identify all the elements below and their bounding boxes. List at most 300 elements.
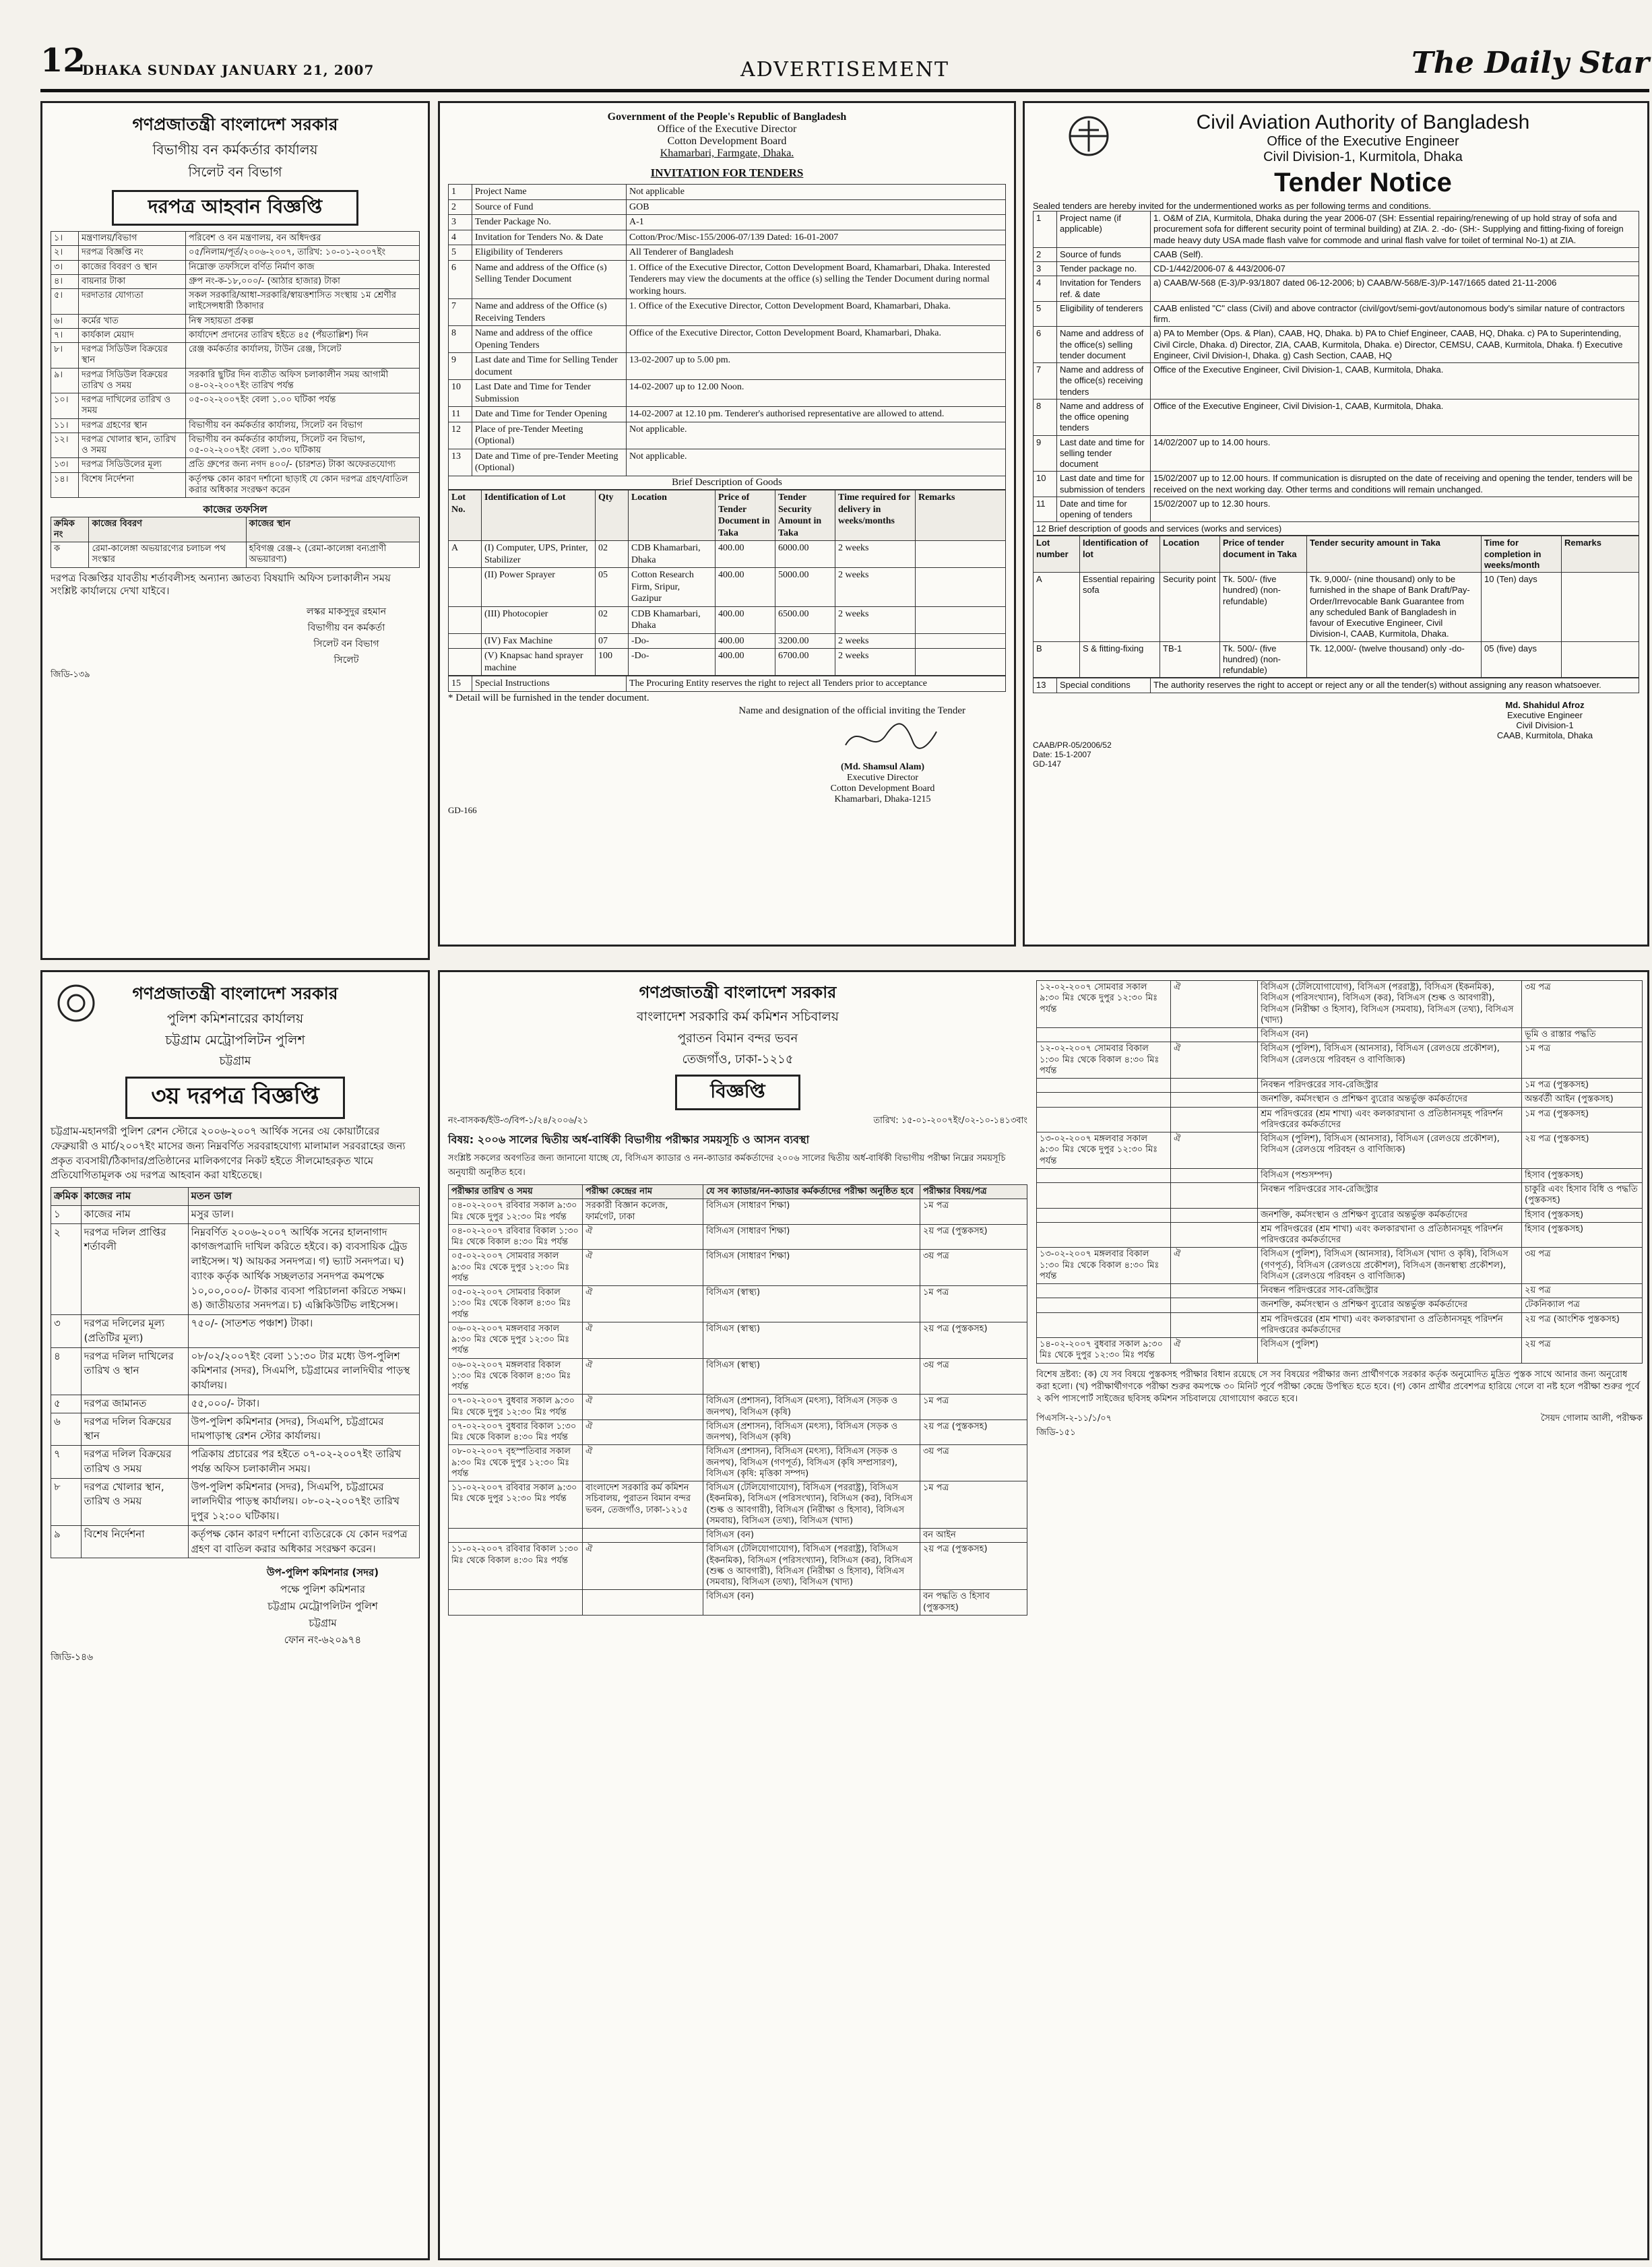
table-cell: a) CAAB/W-568 (E-3)/P-93/1807 dated 06-12-2006; b) CAAB/W-568/E-3)/P-147/1665 dated 21-11-2006: [1151, 276, 1639, 302]
table-row: [449, 1224, 1027, 1250]
table-header-row: [449, 490, 1006, 541]
table-header-row: [51, 1188, 420, 1206]
table-cell: [583, 1529, 703, 1543]
table-cell: নিবন্ধন পরিদপ্তরের সাব-রেজিস্ট্রার: [1258, 1284, 1522, 1298]
table-cell: [449, 606, 482, 633]
page-header: [40, 42, 1649, 92]
table-cell: ১৩-০২-২০০৭ মঙ্গলবার বিকাল ১:৩০ মিঃ থেকে বিকাল ৪:৩০ মিঃ পর্যন্ত: [1037, 1248, 1171, 1284]
signature-block: [1451, 700, 1639, 740]
table-cell: দরপত্র খোলার স্থান, তারিখ ও সময়: [81, 1478, 188, 1525]
signer-name: (Md. Shamsul Alam): [840, 761, 925, 772]
table-cell: ঐ: [583, 1445, 703, 1481]
table-cell: ০৫-০২-২০০৭ সোমবার বিকাল ১:৩০ মিঃ থেকে বিকাল ৪:৩০ মিঃ পর্যন্ত: [449, 1286, 583, 1322]
table-cell: 400.00: [716, 541, 775, 568]
table-row: [449, 185, 1006, 200]
table-cell: ২য় পত্র: [1522, 1338, 1643, 1364]
brief-heading: 12 Brief description of goods and services (works and services): [1033, 522, 1639, 536]
table-cell: [1171, 1028, 1258, 1042]
schedule-col-work: কাজের বিবরণ: [89, 517, 246, 542]
table-cell: ৩য় পত্র: [920, 1358, 1027, 1395]
column-header: Location: [629, 490, 716, 541]
table-cell: শ্রম পরিদপ্তরের (শ্রম শাখা) এবং কলকারখানা ও প্রতিষ্ঠানসমূহ পরিদর্শন পরিদপ্তরের কর্মকর্তাদের: [1258, 1107, 1522, 1132]
caab-logo-icon: [1065, 113, 1112, 160]
table-cell: 5: [449, 245, 472, 261]
table-cell: 12: [449, 422, 472, 449]
table-row: [51, 274, 420, 288]
table-cell: ৩।: [51, 260, 79, 274]
table-cell: 15/02/2007 up to 12.00 hours. If communication is disrupted on the date of receiving and opening the tender, tenders will be received on the next working day. Other terms and conditions will remain unchanged.: [1151, 472, 1639, 497]
signer-place: চট্টগ্রাম: [309, 1617, 337, 1630]
table-cell: 4: [449, 230, 472, 245]
table-cell: 1: [449, 185, 472, 200]
table-row: [449, 649, 1006, 676]
table-cell: বন আইন: [920, 1529, 1027, 1543]
table-cell: Essential repairing sofa: [1080, 573, 1160, 642]
ad-title: Civil Aviation Authority of Bangladesh: [1196, 111, 1530, 133]
table-cell: ৪: [51, 1347, 82, 1395]
subject-line: বিষয়: ২০০৬ সালের দ্বিতীয় অর্ধ-বার্ষিকী বিভাগীয় পরীক্ষার সময়সূচি ও আসন ব্যবস্থা: [448, 1133, 810, 1146]
table-cell: ১২।: [51, 433, 79, 458]
table-cell: Special conditions: [1057, 678, 1151, 693]
table-cell: বিশেষ নির্দেশনা: [79, 472, 186, 498]
office-name: বাংলাদেশ সরকারি কর্ম কমিশন সচিবালয়: [636, 1009, 839, 1024]
office-name: পুলিশ কমিশনারের কার্যালয়: [166, 1011, 304, 1026]
table-cell: GOB: [627, 199, 1006, 215]
table-row: [449, 449, 1006, 476]
table-cell: বিসিএস (সাধারণ শিক্ষা): [703, 1224, 920, 1250]
table-cell: 4: [1034, 276, 1057, 302]
table-cell: [1171, 1107, 1258, 1132]
table-cell: (IV) Fax Machine: [482, 633, 596, 649]
table-row: [1034, 641, 1639, 678]
table-cell: ০৬-০২-২০০৭ মঙ্গলবার বিকাল ১:৩০ মিঃ থেকে বিকাল ৪:৩০ মিঃ পর্যন্ত: [449, 1358, 583, 1395]
table-cell: CDB Khamarbari, Dhaka: [629, 541, 716, 568]
table-cell: 2: [1034, 247, 1057, 261]
table-cell: 5000.00: [775, 568, 835, 607]
column-header: Identification of Lot: [482, 490, 596, 541]
ref-block: [1033, 740, 1639, 769]
signer-title: বিভাগীয় বন কর্মকর্তা: [307, 622, 385, 633]
table-row: [449, 568, 1006, 607]
ref-number: CAAB/PR-05/2006/52: [1033, 740, 1112, 750]
table-cell: Eligibility of tenderers: [1057, 301, 1151, 327]
table-row: [449, 1543, 1027, 1590]
table-cell: CD-1/442/2006-07 & 443/2006-07: [1151, 262, 1639, 276]
signer-place: সিলেট: [333, 654, 359, 666]
tender-terms-table: [448, 184, 1006, 476]
table-cell: নিবন্ধন পরিদপ্তরের সাব-রেজিস্ট্রার: [1258, 1183, 1522, 1209]
table-cell: হিসাব (পুস্তকসহ): [1522, 1168, 1643, 1182]
division-name: সিলেট বন বিভাগ: [188, 164, 282, 180]
table-cell: ৫৫,০০০/- টাকা।: [188, 1395, 419, 1413]
table-cell: 400.00: [716, 606, 775, 633]
table-row: [51, 343, 420, 369]
table-row: [1034, 276, 1639, 302]
table-row: [1037, 1107, 1643, 1132]
special-note: বিশেষ দ্রষ্টব্য: (ক) যে সব বিষয়ে পুস্তকসহ পরীক্ষার বিধান রয়েছে সে সব বিষয়ের পরীক্ষার জন্য প্রার্থীগণকে সরকার কর্তৃক অনুমোদিত মুদ্রিত পুস্তক সাথে আনার জন্য অনুরোধ করা হলো। (খ) পরীক্ষার্থীগণকে পরীক্ষা শুরুর কমপক্ষে ৩০ মিনিট পূর্বে পরীক্ষা কেন্দ্রে উপস্থিত হতে হবে। (গ) কোন প্রার্থীর প্রবেশপত্র হারিয়ে গেলে বা নষ্ট হলে পরীক্ষা শুরুর পূর্বে ২ কপি পাসপোর্ট সাইজের ছবিসহ কমিশন সচিবালয়ে যোগাযোগ করতে হবে।: [1036, 1369, 1640, 1404]
table-cell: উপ-পুলিশ কমিশনার (সদর), সিএমপি, চট্টগ্রামের দামপাড়াস্থ রেশন স্টোর কার্যালয়।: [188, 1413, 419, 1446]
table-row: [51, 289, 420, 315]
table-cell: Tender package no.: [1057, 262, 1151, 276]
table-cell: [1171, 1079, 1258, 1093]
table-cell: কর্তৃপক্ষ কোন কারণ দর্শানো ছাড়াই যে কোন দরপত্র গ্রহণ/বাতিল করার অধিকার সংরক্ষণ করেন: [186, 472, 420, 498]
table-row: [449, 230, 1006, 245]
signer-title: Executive Director: [846, 772, 919, 783]
ad-title: বিজ্ঞপ্তি: [675, 1075, 800, 1110]
goods-table: [448, 490, 1006, 676]
column-header: Time required for delivery in weeks/months: [835, 490, 916, 541]
table-cell: বিসিএস (টেলিযোগাযোগ), বিসিএস (পররাষ্ট্র), বিসিএস (ইকনমিক), বিসিএস (পরিসংখ্যান), বিসিএস (কর), বিসিএস (শুল্ক ও আবগারী), বিসিএস (নিরীক্ষা ও হিসাব), বিসিএস (সমবায়), বিসিএস (তথ্য), বিসিএস (খাদ্য): [1258, 981, 1522, 1028]
table-row: [1034, 301, 1639, 327]
ad-title: INVITATION FOR TENDERS: [650, 166, 804, 179]
table-cell: [1037, 1183, 1171, 1209]
table-cell: ২য় পত্র (পুস্তকসহ): [920, 1543, 1027, 1590]
signer-name: লস্কর মাকসুদুর রহমান: [306, 606, 387, 617]
table-cell: ১৪।: [51, 472, 79, 498]
table-cell: দরপত্র জামানত: [81, 1395, 188, 1413]
table-cell: বিভাগীয় বন কর্মকর্তার কার্যালয়, সিলেট বন বিভাগ, ০৫-০২-২০০৭ইং বেলা ১.৩০ ঘটিকায়: [186, 433, 420, 458]
signer-name: উপ-পুলিশ কমিশনার (সদর): [266, 1566, 379, 1579]
table-cell: ৭৫০/- (সাতশত পঞ্চাশ) টাকা।: [188, 1315, 419, 1348]
table-cell: 13: [1034, 678, 1057, 693]
table-cell: ঐ: [1171, 1248, 1258, 1284]
table-cell: বায়নার টাকা: [79, 274, 186, 288]
table-cell: [1037, 1168, 1171, 1182]
table-cell: 14-02-2007 at 12.10 pm. Tenderer's authorised representative are allowed to attend.: [627, 407, 1006, 422]
table-header-row: [1034, 536, 1639, 573]
table-cell: [916, 568, 1006, 607]
table-cell: কার্যাদেশ প্রদানের তারিখ হইতে ৪৫ (পঁয়তাল্লিশ) দিন: [186, 328, 420, 342]
notice-heading: Tender Notice: [1274, 168, 1452, 197]
table-cell: [1037, 1107, 1171, 1132]
table-row: [1037, 1248, 1643, 1284]
table-row: [1034, 262, 1639, 276]
table-cell: TB-1: [1160, 641, 1220, 678]
schedule-col-serial: ক্রমিক নং: [51, 517, 89, 542]
table-cell: Name and address of the Office (s) Selling Tender Document: [472, 260, 627, 299]
exam-schedule-table: [448, 1184, 1027, 1616]
table-cell: The authority reserves the right to accept or reject any or all the tender(s) without assigning any reason whatsoever.: [1151, 678, 1639, 693]
table-cell: [1171, 1093, 1258, 1107]
table-cell: ১২-০২-২০০৭ সোমবার সকাল ৯:৩০ মিঃ থেকে দুপুর ১২:৩০ মিঃ পর্যন্ত: [1037, 981, 1171, 1028]
exam-schedule-table-continued: [1036, 980, 1643, 1364]
table-row: [1037, 1312, 1643, 1338]
table-cell: জনশক্তি, কর্মসংস্থান ও প্রশিক্ষণ ব্যুরোর অন্তর্ভুক্ত কর্মকর্তাদের: [1258, 1093, 1522, 1107]
table-cell: বিসিএস (পুলিশ), বিসিএস (আনসার), বিসিএস (রেলওয়ে প্রকৌশল), বিসিএস (রেলওয়ে পরিবহন ও বাণিজ্যিক): [1258, 1132, 1522, 1169]
table-cell: Cotton Research Firm, Sripur, Gazipur: [629, 568, 716, 607]
memo-date: তারিখ: ১৫-০১-২০০৭ইং/০২-১০-১৪১৩বাং: [873, 1116, 1027, 1126]
table-cell: Office of the Executive Director, Cotton Development Board, Khamarbari, Dhaka.: [627, 326, 1006, 353]
table-cell: ১ম পত্র: [1522, 1042, 1643, 1079]
table-cell: [1037, 1298, 1171, 1312]
table-cell: ১২-০২-২০০৭ সোমবার বিকাল ১:৩০ মিঃ থেকে বিকাল ৪:৩০ মিঃ পর্যন্ত: [1037, 1042, 1171, 1079]
table-row: [449, 299, 1006, 326]
table-cell: Name and address of the office opening tenders: [1057, 399, 1151, 435]
table-row: [449, 215, 1006, 230]
table-cell: বিসিএস (স্বাস্থ্য): [703, 1286, 920, 1322]
table-cell: Last date and time for submission of tenders: [1057, 472, 1151, 497]
table-cell: দরপত্র দলিল বিক্রয়ের তারিখ ও সময়: [81, 1446, 188, 1479]
table-cell: 6700.00: [775, 649, 835, 676]
table-cell: ক: [51, 542, 89, 568]
table-cell: ঐ: [1171, 1338, 1258, 1364]
table-cell: [916, 633, 1006, 649]
office-address: Khamarbari, Farmgate, Dhaka.: [660, 148, 794, 159]
table-row: [449, 245, 1006, 261]
table-cell: ০৫-০২-২০০৭ইং বেলা ১.০০ ঘটিকা পর্যন্ত: [186, 393, 420, 419]
signature-block: [771, 762, 994, 805]
table-cell: (I) Computer, UPS, Printer, Stabilizer: [482, 541, 596, 568]
table-cell: 9: [1034, 435, 1057, 472]
table-row: [1037, 1222, 1643, 1248]
table-cell: ৩য় পত্র: [920, 1250, 1027, 1286]
table-cell: বিসিএস (টেলিযোগাযোগ), বিসিএস (পররাষ্ট্র), বিসিএস (ইকনমিক), বিসিএস (পরিসংখ্যান), বিসিএস (কর), বিসিএস (শুল্ক ও আবগারী), বিসিএস (নিরীক্ষা ও হিসাব), বিসিএস (সমবায়), বিসিএস (তথ্য), বিসিএস (খাদ্য): [703, 1481, 920, 1529]
table-cell: 2 weeks: [835, 649, 916, 676]
table-row: [449, 1481, 1027, 1529]
police-emblem-icon: [55, 982, 98, 1025]
table-cell: বিসিএস (পুলিশ), বিসিএস (আনসার), বিসিএস (খাদ্য ও কৃষি), বিসিএস (গণপূর্ত), বিসিএস (রেলওয়ে প্রকৌশল), বিসিএস (জনস্বাস্থ্য প্রকৌশল), বিসিএস (রেলওয়ে পরিবহন ও বাণিজ্যিক): [1258, 1248, 1522, 1284]
column-header: মতন ডাল: [188, 1188, 419, 1206]
gov-heading: গণপ্রজাতন্ত্রী বাংলাদেশ সরকার: [132, 115, 338, 134]
table-cell: 3200.00: [775, 633, 835, 649]
table-cell: Project Name: [472, 185, 627, 200]
table-row: [51, 542, 420, 568]
table-cell: -Do-: [629, 649, 716, 676]
table-row: [449, 1322, 1027, 1358]
table-cell: ১৪-০২-২০০৭ বুধবার সকাল ৯:৩০ মিঃ থেকে দুপুর ১২:৩০ মিঃ পর্যন্ত: [1037, 1338, 1171, 1364]
table-cell: বিভাগীয় বন কর্মকর্তার কার্যালয়, সিলেট বন বিভাগ: [186, 418, 420, 433]
table-cell: 1: [1034, 212, 1057, 248]
table-cell: (III) Photocopier: [482, 606, 596, 633]
table-cell: Date and Time of pre-Tender Meeting (Optional): [472, 449, 627, 476]
table-cell: B: [1034, 641, 1080, 678]
table-cell: [1171, 1222, 1258, 1248]
signer-office: চট্টগ্রাম মেট্রোপলিটন পুলিশ: [267, 1600, 378, 1613]
table-row: [1037, 1079, 1643, 1093]
table-cell: দরপত্র সিডিউল বিক্রয়ের তারিখ ও সময়: [79, 368, 186, 393]
table-cell: 6: [1034, 327, 1057, 363]
table-cell: রেমা-কালেঙ্গা অভয়ারণ্যের চলাচল পথ সংস্কার: [89, 542, 246, 568]
column-header: Location: [1160, 536, 1220, 573]
table-cell: ১৩-০২-২০০৭ মঙ্গলবার সকাল ৯:৩০ মিঃ থেকে দুপুর ১২:৩০ মিঃ পর্যন্ত: [1037, 1132, 1171, 1169]
table-cell: ৩: [51, 1315, 82, 1348]
table-row: [1034, 573, 1639, 642]
masthead-logo: The Daily Star: [1411, 46, 1649, 80]
board-name: Cotton Development Board: [667, 135, 787, 147]
table-cell: হিসাব (পুস্তকসহ): [1522, 1222, 1643, 1248]
signer-title: পক্ষে পুলিশ কমিশনার: [280, 1583, 365, 1596]
table-cell: 2 weeks: [835, 633, 916, 649]
table-cell: ৩য় পত্র: [920, 1445, 1027, 1481]
table-cell: 14/02/2007 up to 14.00 hours.: [1151, 435, 1639, 472]
table-cell: দরপত্র দলিল দাখিলের তারিখ ও স্থান: [81, 1347, 188, 1395]
table-cell: সরকারি ছুটির দিন ব্যতীত অফিস চলাকালীন সময় আগামী ০৪-০২-২০০৭ইং তারিখ পর্যন্ত: [186, 368, 420, 393]
table-cell: জনশক্তি, কর্মসংস্থান ও প্রশিক্ষণ ব্যুরোর অন্তর্ভুক্ত কর্মকর্তাদের: [1258, 1298, 1522, 1312]
table-cell: 02: [596, 541, 629, 568]
signature-block: [273, 604, 420, 668]
section-title: ADVERTISEMENT: [740, 58, 949, 82]
table-cell: [916, 541, 1006, 568]
table-cell: ৮।: [51, 343, 79, 369]
table-cell: গ্রুপ নং-ক-১৮,০০০/- (আঠার হাজার) টাকা: [186, 274, 420, 288]
tender-terms-table: [51, 1187, 420, 1558]
table-cell: শ্রম পরিদপ্তরের (শ্রম শাখা) এবং কলকারখানা ও প্রতিষ্ঠানসমূহ পরিদর্শন পরিদপ্তরের কর্মকর্তাদের: [1258, 1222, 1522, 1248]
table-cell: [1037, 1208, 1171, 1222]
table-row: [1037, 1183, 1643, 1209]
table-cell: 2: [449, 199, 472, 215]
city-name: চট্টগ্রাম: [219, 1054, 251, 1068]
table-cell: ৪।: [51, 274, 79, 288]
table-cell: দরপত্র দলিলের মূল্য (প্রতিটির মূল্য): [81, 1315, 188, 1348]
table-cell: The Procuring Entity reserves the right to reject all Tenders prior to acceptance: [627, 676, 1006, 692]
table-cell: [1171, 1168, 1258, 1182]
table-cell: ০৭-০২-২০০৭ বুধবার সকাল ৯:৩০ মিঃ থেকে দুপুর ১২:৩০ মিঃ পর্যন্ত: [449, 1395, 583, 1420]
table-cell: Security point: [1160, 573, 1220, 642]
table-cell: নিস্ব সহায়তা প্রকল্প: [186, 314, 420, 328]
table-row: [1037, 1132, 1643, 1169]
table-cell: A: [449, 541, 482, 568]
table-cell: ২য় পত্র (পুস্তকসহ): [920, 1224, 1027, 1250]
table-row: [51, 1205, 420, 1223]
table-cell: দরদাতার যোগ্যতা: [79, 289, 186, 315]
table-cell: 7: [449, 299, 472, 326]
table-cell: 7: [1034, 363, 1057, 400]
table-cell: বিসিএস (প্রশাসন), বিসিএস (মৎস্য), বিসিএস (সড়ক ও জনপথ), বিসিএস (গণপূর্ত), বিসিএস (কৃষি সম্প্রসারণ), বিসিএস (কৃষি: মৃত্তিকা সম্পদ): [703, 1445, 920, 1481]
table-cell: দরপত্র সিডিউলের মূল্য: [79, 458, 186, 472]
table-row: [449, 1250, 1027, 1286]
division-name: Civil Division-1, Kurmitola, Dhaka: [1263, 150, 1463, 164]
table-row: [1034, 435, 1639, 472]
table-cell: পত্রিকায় প্রচারের পর হইতে ০৭-০২-২০০৭ইং তারিখ পর্যন্ত অফিস চলাকালীন সময়।: [188, 1446, 419, 1479]
table-cell: দরপত্র সিডিউল বিক্রয়ের স্থান: [79, 343, 186, 369]
table-cell: 400.00: [716, 633, 775, 649]
table-cell: ৯।: [51, 368, 79, 393]
table-row: [51, 472, 420, 498]
table-cell: দরপত্র খোলার স্থান, তারিখ ও সময়: [79, 433, 186, 458]
table-cell: ১৩।: [51, 458, 79, 472]
memo-number: নং-বাসকক/ইউ-৩/বিপ-১/২৪/২০০৬/২১: [448, 1116, 589, 1126]
sign-caption: Name and designation of the official inviting the Tender: [738, 705, 965, 716]
table-cell: ঐ: [583, 1395, 703, 1420]
cotton-tender-ad: [438, 101, 1016, 947]
gd-code: জিডি-১৪৬: [51, 1652, 94, 1663]
table-row: [449, 1286, 1027, 1322]
table-row: [449, 1590, 1027, 1616]
table-cell: ৩য় পত্র: [1522, 981, 1643, 1028]
table-cell: [916, 606, 1006, 633]
table-row: [449, 380, 1006, 407]
table-row: [1034, 212, 1639, 248]
column-header: ক্রমিক: [51, 1188, 82, 1206]
table-cell: [1171, 1312, 1258, 1338]
table-cell: ঐ: [583, 1224, 703, 1250]
table-cell: সকল সরকারি/আধা-সরকারি/স্বায়ত্তশাসিত সংস্থায় ১ম শ্রেণীর লাইসেন্সধারী ঠিকাদার: [186, 289, 420, 315]
table-cell: কর্মের খাত: [79, 314, 186, 328]
table-cell: -Do-: [629, 633, 716, 649]
table-cell: Last date and Time for Selling Tender document: [472, 353, 627, 380]
table-cell: [1037, 1222, 1171, 1248]
table-row: [1034, 497, 1639, 522]
table-cell: Tk. 500/- (five hundred) (non-refundable): [1220, 573, 1307, 642]
table-row: [449, 407, 1006, 422]
table-row: [449, 541, 1006, 568]
table-cell: [1171, 1208, 1258, 1222]
table-cell: চাকুরি এবং হিসাব বিধি ও পদ্ধতি (পুস্তকসহ): [1522, 1183, 1643, 1209]
column-header: Time for completion in weeks/month: [1482, 536, 1562, 573]
table-cell: বিসিএস (সাধারণ শিক্ষা): [703, 1250, 920, 1286]
table-cell: 2 weeks: [835, 606, 916, 633]
table-row: [51, 314, 420, 328]
table-cell: বিশেষ নির্দেশনা: [81, 1525, 188, 1558]
table-cell: জনশক্তি, কর্মসংস্থান ও প্রশিক্ষণ ব্যুরোর অন্তর্ভুক্ত কর্মকর্তাদের: [1258, 1208, 1522, 1222]
table-cell: উপ-পুলিশ কমিশনার (সদর), সিএমপি, চট্টগ্রামের লালদিঘীর পাড়স্থ কার্যালয়। ০৮-০২-২০০৭ইং তারিখ দুপুর ১২:০০ ঘটিকায়।: [188, 1478, 419, 1525]
office-name: Office of the Executive Engineer: [1267, 134, 1459, 149]
table-row: [1034, 472, 1639, 497]
table-cell: 10: [449, 380, 472, 407]
table-cell: 10: [1034, 472, 1057, 497]
detail-note: * Detail will be furnished in the tender document.: [448, 692, 649, 703]
column-header: Identification of lot: [1080, 536, 1160, 573]
table-cell: ০৪-০২-২০০৭ রবিবার বিকাল ১:৩০ মিঃ থেকে বিকাল ৪:৩০ মিঃ পর্যন্ত: [449, 1224, 583, 1250]
table-cell: 2 weeks: [835, 541, 916, 568]
table-cell: মন্ত্রণালয়/বিভাগ: [79, 232, 186, 246]
table-cell: সরকারী বিজ্ঞান কলেজ, ফার্মগেট, ঢাকা: [583, 1199, 703, 1225]
column-header: Lot number: [1034, 536, 1080, 573]
table-row: [51, 458, 420, 472]
table-row: [449, 633, 1006, 649]
table-cell: 15: [449, 676, 472, 692]
table-cell: ০৭-০২-২০০৭ বুধবার বিকাল ১:৩০ মিঃ থেকে বিকাল ৪:৩০ মিঃ পর্যন্ত: [449, 1419, 583, 1445]
schedule-table: [51, 517, 420, 568]
psc-exam-notice: [438, 970, 1649, 2260]
table-cell: হিসাব (পুস্তকসহ): [1522, 1208, 1643, 1222]
table-cell: 11: [449, 407, 472, 422]
table-cell: ঐ: [583, 1286, 703, 1322]
intro-text: চট্টগ্রাম-মহানগরী পুলিশ রেশন স্টোরে ২০০৬-২০০৭ আর্থিক সনের ৩য় কোয়ার্টারের ফেব্রুয়ারী ও মার্চ/২০০৭ইং মাসের জন্য নিম্নবর্ণিত সরবরাহযোগ্য মালামাল সরবরাহের জন্য প্রকৃত ব্যবসায়ী/ঠিকাদার/প্রতিষ্ঠানের মালিকগণের নিকট হইতে সীলমোহরকৃত খামে প্রতিযোগিতামূলক ৩য় দরপত্র আহবান করা যাইতেছে।: [51, 1125, 406, 1182]
table-cell: বিসিএস (পুলিশ): [1258, 1338, 1522, 1364]
table-cell: ২য় পত্র (আংশিক পুস্তকসহ): [1522, 1312, 1643, 1338]
table-cell: ভূমি ও রাস্তার পদ্ধতি: [1522, 1028, 1643, 1042]
table-row: [51, 1446, 420, 1479]
table-cell: কাজের বিবরণ ও স্থান: [79, 260, 186, 274]
table-cell: Tk. 9,000/- (nine thousand) only to be furnished in the shape of Bank Draft/Pay-Order/Irrevocable Bank Guarantee from any scheduled Bank of Bangladesh in favour of Executive Engineer, Civil Division-I, CAAB, Kurmitola, Dhaka.: [1307, 573, 1482, 642]
table-cell: বিসিএস (স্বাস্থ্য): [703, 1322, 920, 1358]
column-header: Tender security amount in Taka: [1307, 536, 1482, 573]
table-cell: বিসিএস (সাধারণ শিক্ষা): [703, 1199, 920, 1225]
table-cell: পরিবেশ ও বন মন্ত্রণালয়, বন অধিদপ্তর: [186, 232, 420, 246]
table-cell: 8: [449, 326, 472, 353]
table-cell: Tender Package No.: [472, 215, 627, 230]
gd-code: GD-166: [448, 804, 477, 815]
table-cell: [449, 633, 482, 649]
table-cell: ০৮/০২/২০০৭ইং বেলা ১১:৩০ টার মধ্যে উপ-পুলিশ কমিশনার (সদর), সিএমপি, চট্টগ্রামের লালদিঘীর পাড়স্থ কার্যালয়।: [188, 1347, 419, 1395]
table-cell: [583, 1590, 703, 1616]
table-cell: All Tenderer of Bangladesh: [627, 245, 1006, 261]
table-cell: Office of the Executive Engineer, Civil Division-1, CAAB, Kurmitola, Dhaka.: [1151, 399, 1639, 435]
table-cell: নিম্নোক্ত তফসিলে বর্ণিত নির্মাণ কাজ: [186, 260, 420, 274]
table-cell: ১ম পত্র (পুস্তকসহ): [1522, 1079, 1643, 1093]
ad-title: ৩য় দরপত্র বিজ্ঞপ্তি: [125, 1077, 345, 1119]
table-row: [51, 1395, 420, 1413]
table-cell: Source of funds: [1057, 247, 1151, 261]
table-row: [51, 246, 420, 260]
ref-number: পিএসসি-২-১১/১/০৭: [1036, 1413, 1112, 1424]
table-row: [449, 1395, 1027, 1420]
goods-heading: Brief Description of Goods: [448, 476, 1006, 490]
table-cell: ৯: [51, 1525, 82, 1558]
table-cell: হবিগঞ্জ রেঞ্জ-২ (রেমা-কালেঙ্গা বন্যপ্রাণী অভয়ারণ্য): [246, 542, 419, 568]
table-row: [51, 418, 420, 433]
